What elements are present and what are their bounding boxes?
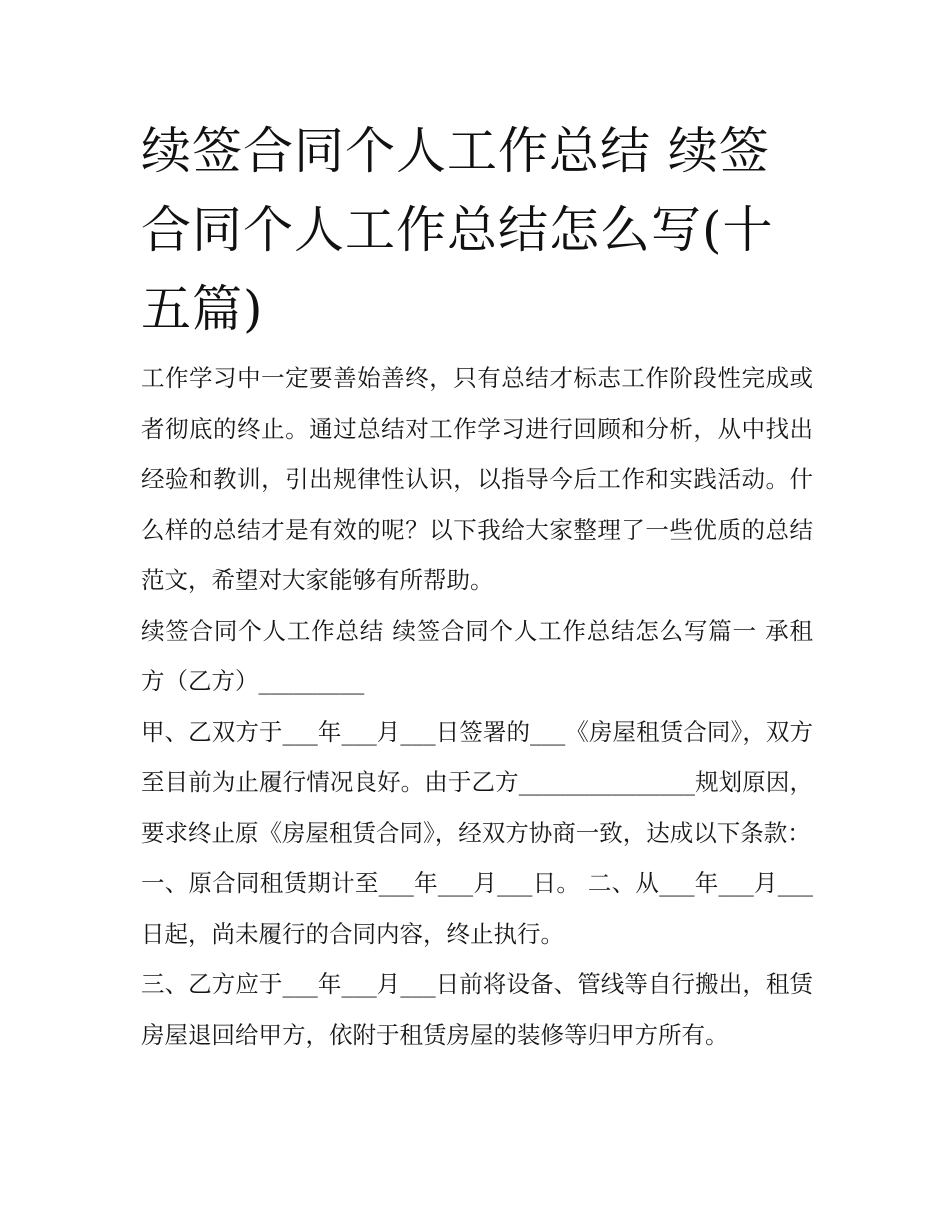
paragraph-clause-1-2: 一、原合同租赁期计至___年___月___日。 二、从___年___月___日起，尚未履行的合同内容，终止执行。 xyxy=(141,869,813,948)
document-title: 续签合同个人工作总结 续签合同个人工作总结怎么写(十五篇) xyxy=(141,122,774,338)
paragraph-intro: 工作学习中一定要善始善终，只有总结才标志工作阶段性完成或者彻底的终止。通过总结对工作学习进行回顾和分析，从中找出经验和教训，引出规律性认识，以指导今后工作和实践活动。什么样的总结才是有效的呢？以下我给大家整理了一些优质的总结范文，希望对大家能够有所帮助。 xyxy=(141,364,813,594)
paragraph-agreement: 甲、乙双方于___年___月___日签署的___《房屋租赁合同》，双方至目前为止履行情况良好。由于乙方_______________规划原因，要求终止原《房屋租赁合同》，经双方协商一致，达成以下条款： xyxy=(141,717,813,847)
paragraph-clause-3: 三、乙方应于___年___月___日前将设备、管线等自行搬出，租赁房屋退回给甲方，依附于租赁房屋的装修等归甲方所有。 xyxy=(141,970,813,1049)
document-body xyxy=(141,353,813,1060)
paragraph-heading-lessee: 续签合同个人工作总结 续签合同个人工作总结怎么写篇一 承租方（乙方）_________ xyxy=(141,616,813,695)
